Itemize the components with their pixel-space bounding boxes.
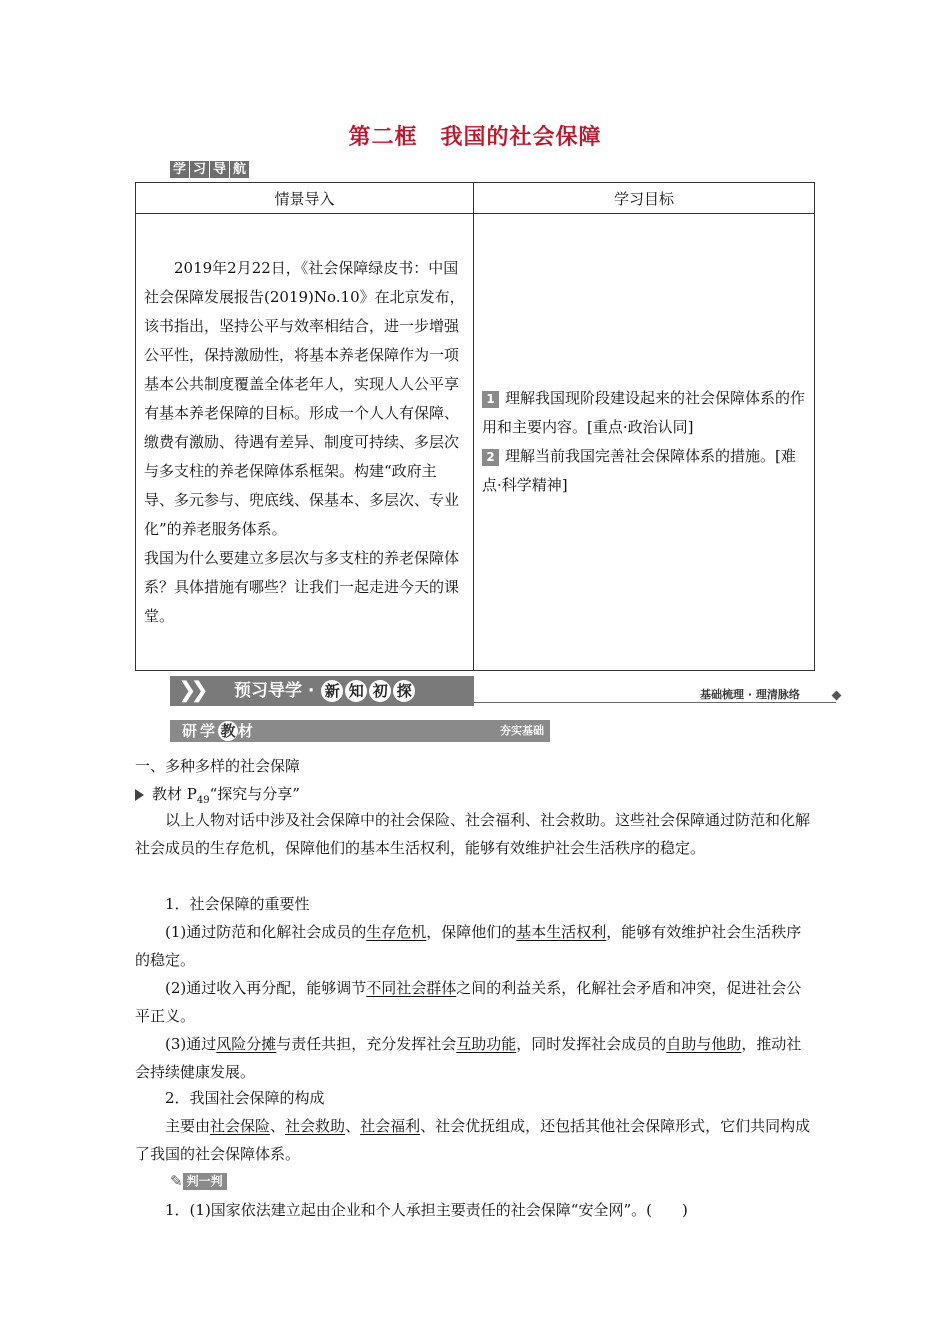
- play-triangle-icon: [135, 789, 144, 801]
- study-guide-tag: [170, 158, 249, 178]
- header-scenario: 情景导入: [136, 183, 474, 214]
- intro-paragraph: 2019年2月22日，《社会保障绿皮书：中国社会保障发展报告(2019)No.10》在北京发布，该书指出，坚持公平与效率相结合，进一步增强公平性，保持激励性，将基本养老保障作为一项基本公共制度覆盖全体老年人，实现人人公平享有基本养老保障的目标。形成一个人人有保障、缴费有激励、待遇有差异、制度可持续、多层次与多支柱的养老保障体系框架。构建“政府主导、多元参与、兜底线、保基本、多层次、专业化”的养老服务体系。: [144, 258, 465, 538]
- judge-tag: [170, 1172, 227, 1190]
- banner2-sub: 夯实基础: [500, 724, 544, 737]
- composition-title: 2．我国社会保障的构成: [165, 1089, 325, 1107]
- double-chevron-icon: ❯❯: [178, 678, 203, 703]
- goal-item: [482, 442, 806, 500]
- banner-char: 知: [345, 680, 367, 702]
- tag-char: 学: [170, 161, 190, 178]
- banner2-char: 教: [218, 721, 238, 741]
- goals-cell: [474, 214, 815, 671]
- banner-char: 探: [393, 680, 415, 702]
- leaf-icon: ✎: [170, 1172, 183, 1190]
- banner-char: 初: [369, 680, 391, 702]
- banner2-text: 研学: [182, 722, 219, 740]
- composition-paragraph: 主要由社会保险、社会救助、社会福利、社会优抚组成，还包括其他社会保障形式，它们共同构成了我国的社会保障体系。: [135, 1117, 811, 1163]
- importance-item: (2)通过收入再分配，能够调节不同社会群体之间的利益关系，化解社会矛盾和冲突，促进社会公平正义。: [135, 979, 802, 1025]
- section-title: 一、多种多样的社会保障: [135, 757, 301, 775]
- tag-char: 导: [210, 161, 230, 178]
- number-badge-icon: 1: [482, 391, 499, 408]
- importance-title: 1．社会保障的重要性: [165, 895, 310, 913]
- study-guide-table: [135, 182, 815, 671]
- divider: [474, 702, 836, 703]
- question-1: 1．(1)国家依法建立起由企业和个人承担主要责任的社会保障“安全网”。( ): [165, 1201, 688, 1219]
- answer-paragraph: 以上人物对话中涉及社会保障中的社会保险、社会福利、社会救助。这些社会保障通过防范和化解社会成员的生存危机，保障他们的基本生活权利，能够有效维护社会生活秩序的稳定。: [135, 811, 811, 857]
- importance-item: (3)通过风险分摊与责任共担，充分发挥社会互助功能，同时发挥社会成员的自助与他助，推动社会持续健康发展。: [135, 1035, 802, 1081]
- tag-char: 航: [233, 162, 247, 177]
- page-title: 第二框 我国的社会保障: [348, 125, 602, 150]
- importance-item: (1)通过防范和化解社会成员的生存危机，保障他们的基本生活权利，能够有效维护社会生活秩序的稳定。: [135, 923, 802, 969]
- study-material-banner: [170, 720, 550, 742]
- goal-item: [482, 384, 806, 442]
- scenario-cell: [136, 214, 474, 671]
- textbook-ref: 教材 $P_{49}“$探究与分享”: [135, 780, 815, 815]
- judge-label: 判一判: [183, 1173, 227, 1190]
- banner-char: 新: [321, 680, 343, 702]
- banner-right-note: 基础梳理 · 理清脉络: [700, 688, 800, 701]
- banner-text: 预习导学 ·: [234, 681, 315, 701]
- preview-banner: [170, 676, 474, 706]
- goal-text: 理解当前我国完善社会保障体系的措施。[难点·科学精神]: [482, 447, 796, 494]
- goal-text: 理解我国现阶段建设起来的社会保障体系的作用和主要内容。[重点·政治认同]: [482, 389, 806, 436]
- header-goals: 学习目标: [474, 183, 815, 214]
- number-badge-icon: 2: [482, 449, 499, 466]
- banner2-text: 材: [238, 722, 257, 740]
- tag-char: 习: [190, 161, 210, 178]
- intro-question: 我国为什么要建立多层次与多支柱的养老保障体系？具体措施有哪些？让我们一起走进今天的课堂。: [144, 548, 460, 625]
- diamond-icon: [832, 691, 842, 701]
